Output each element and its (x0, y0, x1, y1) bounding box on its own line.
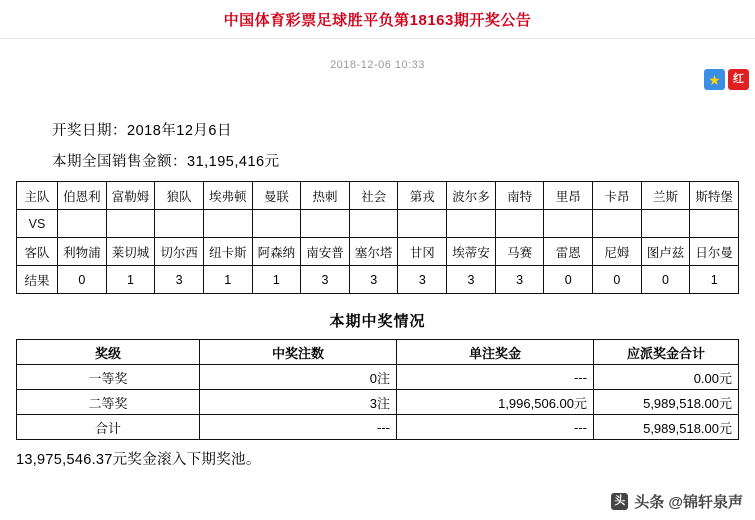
home-team-cell: 里昂 (544, 182, 593, 210)
result-cell: 0 (641, 266, 690, 294)
page-content (0, 91, 755, 469)
draw-date-line: 开奖日期：2018年12月6日 (52, 123, 232, 139)
prize-section-title: 本期中奖情况 (329, 313, 426, 330)
star-badge-icon (704, 69, 725, 90)
vs-spacer-cell (155, 210, 204, 238)
home-team-cell: 埃弗顿 (203, 182, 252, 210)
home-team-cell: 斯特堡 (690, 182, 739, 210)
row-label-home: 主队 (17, 182, 58, 210)
prize-table (16, 339, 739, 440)
watermark (611, 491, 743, 512)
vs-spacer-cell (398, 210, 447, 238)
prize-level-cell: 合计 (17, 415, 200, 440)
watermark-text: 头条 @锦轩泉声 (634, 494, 743, 511)
column-header-level: 奖级 (17, 340, 200, 365)
away-team-cell: 莱切城 (106, 238, 155, 266)
table-row-home (17, 182, 739, 210)
red-badge-icon: 红 (728, 69, 749, 90)
home-team-cell: 南特 (495, 182, 544, 210)
match-table (16, 181, 739, 294)
column-header-total: 应派奖金合计 (594, 340, 739, 365)
away-team-cell: 切尔西 (155, 238, 204, 266)
vs-spacer-cell (544, 210, 593, 238)
column-header-count: 中奖注数 (200, 340, 397, 365)
result-cell: 3 (155, 266, 204, 294)
table-row-result (17, 266, 739, 294)
prize-per-bet-cell: --- (397, 365, 594, 390)
result-cell: 1 (203, 266, 252, 294)
vs-spacer-cell (106, 210, 155, 238)
vs-spacer-cell (641, 210, 690, 238)
column-header-per-bet: 单注奖金 (397, 340, 594, 365)
away-team-cell: 塞尔塔 (349, 238, 398, 266)
home-team-cell: 社会 (349, 182, 398, 210)
away-team-cell: 纽卡斯 (203, 238, 252, 266)
prize-total-cell: 5,989,518.00元 (594, 415, 739, 440)
table-row-vs (17, 210, 739, 238)
away-team-cell: 日尔曼 (690, 238, 739, 266)
vs-spacer-cell (252, 210, 301, 238)
prize-count-cell: 0注 (200, 365, 397, 390)
vs-spacer-cell (58, 210, 107, 238)
result-cell: 0 (544, 266, 593, 294)
home-team-cell: 伯恩利 (58, 182, 107, 210)
sales-amount-line: 本期全国销售金额：31,195,416元 (52, 154, 280, 170)
away-team-cell: 南安普 (301, 238, 350, 266)
prize-per-bet-cell: 1,996,506.00元 (397, 390, 594, 415)
prize-total-cell: 0.00元 (594, 365, 739, 390)
away-team-cell: 利物浦 (58, 238, 107, 266)
star-glyph: ★ (708, 71, 721, 88)
result-cell: 0 (593, 266, 642, 294)
away-team-cell: 阿森纳 (252, 238, 301, 266)
table-row-away (17, 238, 739, 266)
prize-total-cell: 5,989,518.00元 (594, 390, 739, 415)
home-team-cell: 曼联 (252, 182, 301, 210)
home-team-cell: 第戎 (398, 182, 447, 210)
rollover-line: 13,975,546.37元奖金滚入下期奖池。 (16, 452, 261, 468)
prize-count-cell: --- (200, 415, 397, 440)
home-team-cell: 卡昂 (593, 182, 642, 210)
result-cell: 1 (106, 266, 155, 294)
prize-count-cell: 3注 (200, 390, 397, 415)
row-label-result: 结果 (17, 266, 58, 294)
result-cell: 3 (495, 266, 544, 294)
result-cell: 3 (398, 266, 447, 294)
away-team-cell: 马赛 (495, 238, 544, 266)
table-row (17, 390, 739, 415)
away-team-cell: 尼姆 (593, 238, 642, 266)
vs-spacer-cell (690, 210, 739, 238)
prize-level-cell: 一等奖 (17, 365, 200, 390)
home-team-cell: 狼队 (155, 182, 204, 210)
publish-timestamp: 2018-12-06 10:33 (330, 59, 425, 71)
vs-spacer-cell (593, 210, 642, 238)
result-cell: 3 (447, 266, 496, 294)
result-cell: 3 (349, 266, 398, 294)
meta-bar (0, 39, 755, 91)
result-cell: 3 (301, 266, 350, 294)
result-cell: 1 (690, 266, 739, 294)
prize-per-bet-cell: --- (397, 415, 594, 440)
vs-spacer-cell (447, 210, 496, 238)
vs-spacer-cell (349, 210, 398, 238)
prize-level-cell: 二等奖 (17, 390, 200, 415)
vs-spacer-cell (301, 210, 350, 238)
result-cell: 1 (252, 266, 301, 294)
away-team-cell: 甘冈 (398, 238, 447, 266)
vs-spacer-cell (203, 210, 252, 238)
home-team-cell: 热刺 (301, 182, 350, 210)
home-team-cell: 波尔多 (447, 182, 496, 210)
badge-group (704, 69, 749, 90)
row-label-vs: VS (17, 210, 58, 238)
toutiao-icon: 头 (611, 493, 628, 510)
table-row (17, 365, 739, 390)
prize-header-row (17, 340, 739, 365)
row-label-away: 客队 (17, 238, 58, 266)
away-team-cell: 埃蒂安 (447, 238, 496, 266)
home-team-cell: 富勒姆 (106, 182, 155, 210)
away-team-cell: 雷恩 (544, 238, 593, 266)
away-team-cell: 图卢兹 (641, 238, 690, 266)
page-title: 中国体育彩票足球胜平负第18163期开奖公告 (223, 11, 532, 29)
result-cell: 0 (58, 266, 107, 294)
table-row (17, 415, 739, 440)
page-title-bar (0, 0, 755, 39)
home-team-cell: 兰斯 (641, 182, 690, 210)
vs-spacer-cell (495, 210, 544, 238)
